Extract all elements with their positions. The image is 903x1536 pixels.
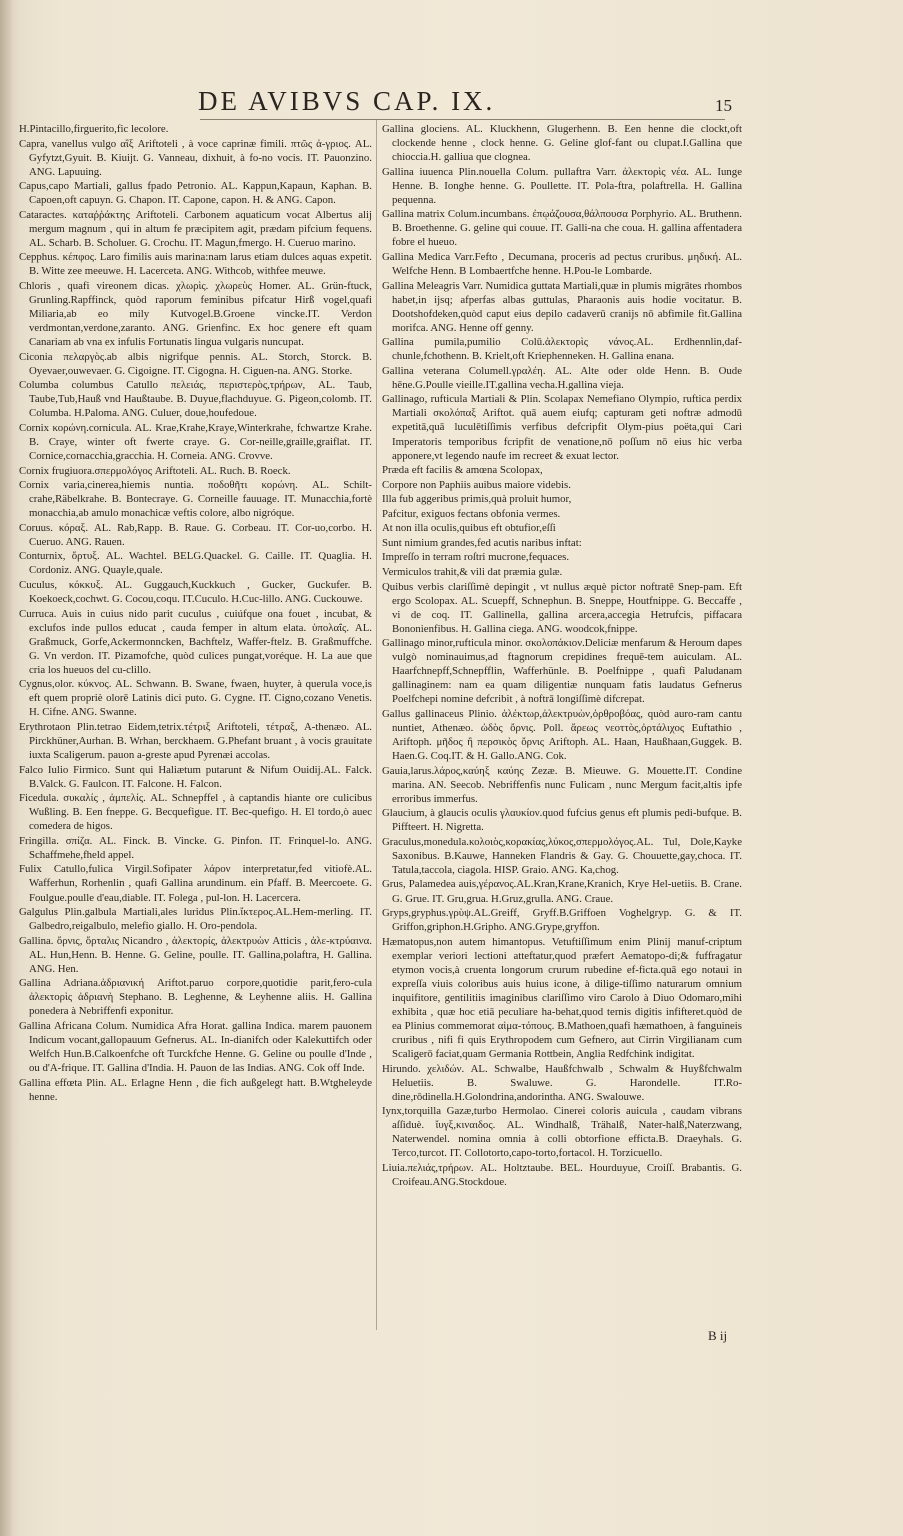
dictionary-entry: Illa fub aggeribus primis,quà proluit humor, bbox=[382, 493, 572, 506]
column-divider bbox=[376, 120, 377, 1330]
dictionary-entry: Gallus gallinaceus Plinio. ἀλέκτωρ,ἀλεκτρυὼν,ὀρθροβόας, quòd auro-ram cantu nuntiet, Athenæo. ὠδὸς ὄρνις. Poll. ἄρεως νεοττὸς,ὀρτάλιχος Euftathio , Ariftoph. μῆδος ἢ περσικὸς ὄρνις Ariftoph. AL. Haan, Haußhaan,Guggek. B. Haen.G. Coq.IT. & H. Gallo.ANG. Cok. bbox=[382, 707, 742, 763]
dictionary-entry: Capus,capo Martiali, gallus fpado Petronio. AL. Kappun,Kapaun, Kaphan. B. Capoen,oft capuyn. G. Chapon. IT. Capone, capon. H. & ANG. Capon. bbox=[19, 180, 372, 207]
right-column bbox=[382, 122, 742, 1347]
dictionary-entry: Grus, Palamedea auis,γέρανος.AL.Kran,Krane,Kranich, Krye Hel-uetiis. B. Crane. G. Grue. IT. Gru,grua. H.Gruz,grulla. ANG. Craue. bbox=[382, 878, 742, 905]
dictionary-entry: Hæmatopus,non autem himantopus. Vetuftiſſimum enim Plinij manuf-criptum exemplar veriori lectioni atteftatur,quod præfert Aematopo-di;& fuffragatur etymon vocis,à cruenta longorum crurum rubedine ef-ficta.quā ego notaui in expreſſa viuis coloribus auis huius icone, à dilige-tiſſimo naturarum omnium inquifitore, gentilitiis imaginibus clariſſimo viro Carolo à Diuo Odomaro,mihi exhibita , quæ hoc etiā peculiare ha-behat,quod ternis digitis infifteret.quòd de ea Plinius commemorat αἱμα-τόπους. B.Mathoen,quafi hæmathoen, à fanguineis cruribus , nifi fi quis Erythropodem cum Gefnero, aut Cirrin Virgilianam cum Scaligerō faciat,quam Germania Rottbein, Anglia Redfchink indigitat. bbox=[382, 935, 742, 1061]
dictionary-entry: Præda eft facilis & amœna Scolopax, bbox=[382, 464, 543, 477]
dictionary-entry: Gallina iuuenca Plin.nouella Colum. pullaftra Varr. ἀλεκτορὶς νέα. AL. Iunge Henne. B. Ionghe henne. G. Poullette. IT. Pola-ftra, polaftrella. H. Gallina pequenna. bbox=[382, 165, 742, 206]
dictionary-entry: Cygnus,olor. κύκνος. AL. Schwann. B. Swane, fwaen, huyter, à querula voce,is eft quem propriè olorē Latinis dici puto. G. Cygne. IT. Cigno,cozano Venetis. H. Cifne. ANG. Swanne. bbox=[19, 678, 372, 719]
dictionary-entry: Corpore non Paphiis auibus maiore videbis. bbox=[382, 478, 571, 491]
dictionary-entry: Gallinago, rufticula Martiali & Plin. Scolapax Nemefiano Olympio, ruftica perdix Martiali σκολόπαξ Ariftot. quā auem eiufq; capturam geti noftræ admodū expetitā,quā luculētiſſimis verfibus defcripfit Olym-pius poëta,qui Cari Imperatoris temporibus fcripfit de venatione,nō poſſum nō eius hic verba apponere,vt legendo naufe im recreet & exuat lector. bbox=[382, 393, 742, 462]
dictionary-entry: Vermiculos trahit,& vili dat præmia gulæ. bbox=[382, 565, 563, 578]
dictionary-entry: Liuia.πελιάς,τρήρων. AL. Holtztaube. BEL. Hourduyue, Croiſſ. Brabantis. G. Croifeau.ANG.Stockdoue. bbox=[382, 1161, 742, 1188]
running-header: DE AVIBVS CAP. IX. bbox=[198, 86, 496, 116]
dictionary-entry: Gallina veterana Columell.γραλέη. AL. Alte oder olde Henn. B. Oude hēne.G.Poulle vieille.IT.gallina vecha.H.gallina vieja. bbox=[382, 364, 742, 391]
dictionary-entry: Fulix Catullo,fulica Virgil.Sofipater λάρον interpretatur,fed vitiofè.AL. Wafferhun, Rorhenlin , quafi Gallina arundinum. ein Pfaff. B. Meercoete. G. Foulgue.poulle d'eau,diable. IT. Folega , pul-lon. H. Lacercera. bbox=[19, 863, 372, 904]
dictionary-entry: Gallinago minor,rufticula minor. σκολοπάκιον.Deliciæ menfarum & Heroum dapes vulgò nominauimus,ad ftagnorum crepidines frequē-tem auiculam. AL. Haarfchnepff,Schnepfflin, Wafferhünle. B. Poelfnippe , quafi Paludanam gallinaginem: nam ea quam diligentiæ nunquam fatis laudatus Gefnerus Poelfchepi nomine defcribit , à noftrā longiſſimè difcrepat. bbox=[382, 637, 742, 706]
dictionary-entry: Gallina Africana Colum. Numidica Afra Horat. gallina Indica. marem pauonem Indicum vocant,gallopauum Gefnerus. AL. In-dianifch oder Kalekuttifch oder Welfch Hun.B.Calkoenfche oft Turckfche Henne. G. Geline ou poulle d'Inde , ou d'A-frique. IT. Gallina d'India. H. Pauon de las Indias. ANG. Cok off Inde. bbox=[19, 1019, 372, 1075]
dictionary-entry: Cepphus. κέπφος. Laro fimilis auis marina:nam larus etiam dulces aquas expetit. B. Witte zee meeuwe. H. Lacerceta. ANG. Withcob, withfee meuwe. bbox=[19, 251, 372, 278]
dictionary-entry: Gryps,gryphus.γρὺψ.AL.Greiff, Gryff.B.Griffoen Voghelgryp. G. & IT. Griffon,griphon.H.Gripho. ANG.Grype,gryffon. bbox=[382, 907, 742, 934]
dictionary-entry: Gallina Meleagris Varr. Numidica guttata Martiali,quæ in plumis migrātes rhombos habet,in ijsq; afperfas albas guttulas, Pharaonis auis hodie vocitatur. B. Dootshofdeken,quòd caput eius depilo cadaverū cranijs nō abfimile fit.Gallina morifca. ANG. Henne off genny. bbox=[382, 279, 742, 334]
binding-gutter bbox=[0, 0, 12, 1536]
dictionary-entry: Cornix κορώνη.cornicula. AL. Krae,Krahe,Kraye,Winterkrahe, fchwartze Krahe. B. Craye, winter oft fwerte craye. G. Cor-neille,graille,graiflat. IT. Cornice,cornacchia,gracchia. H. Corneia. ANG. Crovve. bbox=[19, 421, 372, 463]
dictionary-entry: Coruus. κόραξ. AL. Rab,Rapp. B. Raue. G. Corbeau. IT. Cor-uo,corbo. H. Cueruo. ANG. Rauen. bbox=[19, 521, 372, 548]
dictionary-entry: Curruca. Auis in cuius nido parit cuculus , cuiúfque ona fouet , incubat, & exclufos inde pullos educat , cauda femper in altum elata. ὑπολαΐς. AL. Graßmuck, Gorfe,Ackermonncken, Bachftelz, Waffer-ftelz. B. Graßmuffche. G. Vn verdon. IT. Pizamofche, quòd culices pungat,voréque. H. La aue que cria los hueuos del cu-clillo. bbox=[19, 607, 372, 676]
signature-mark: B ij bbox=[708, 1328, 728, 1343]
dictionary-entry: Sunt nimium grandes,fed acutis naribus inftat: bbox=[382, 536, 582, 549]
dictionary-entry: Cuculus, κόκκυξ. AL. Guggauch,Kuckkuch , Gucker, Guckufer. B. Koekoeck,cochwt. G. Cocou,coqu. IT.Cuculo. H.Cuc-lillo. ANG. Cuckouwe. bbox=[19, 579, 372, 606]
dictionary-entry: Gallina Medica Varr.Fefto , Decumana, proceris ad pectus cruribus. μηδική. AL. Welfche Henn. B Lombaertfche henne. H.Pou-le Lombarde. bbox=[382, 250, 742, 277]
dictionary-entry: Cornix frugiuora.σπερμολόγος Ariftoteli. AL. Ruch. B. Roeck. bbox=[19, 464, 291, 477]
dictionary-entry: Ficedula. συκαλίς , ἀμπελίς. AL. Schnepffel , à captandis hiante ore culicibus Wußling. B. Een fneppe. G. Becquefigue. IT. Bec-quefigo. H. El tordo,ò auec comedera de higos. bbox=[19, 792, 372, 833]
dictionary-entry: Fringilla. σπίζα. AL. Finck. B. Vincke. G. Pinfon. IT. Frinquel-lo. ANG. Schaffmehe,fheld appel. bbox=[19, 834, 372, 861]
dictionary-entry: Impreſſo in terram roſtri mucrone,fequaces. bbox=[382, 551, 570, 564]
dictionary-entry: Erythrotaon Plin.tetrao Eidem,tetrix.τέτριξ Ariftoteli, τέτραξ, A-thenæo. AL. Pirckhüner,Aurhan. B. Wrhan, berckhaem. G.Phefant bruant , à vocis grauitate iuxta Scaligerum. pauon a-greste apud Pyrenæi accolas. bbox=[19, 720, 372, 762]
dictionary-entry: Gallina. ὄρνις, ὄρταλις Nicandro , ἀλεκτορίς, ἀλεκτρυὼν Atticis , ἀλε-κτρύαινα. AL. Hun,Henn. B. Henne. G. Geline, poulle. IT. Gallina,polaftra, H. Gallina. ANG. Hen. bbox=[19, 934, 372, 975]
dictionary-entry: Conturnix, ὄρτυξ. AL. Wachtel. BELG.Quackel. G. Caille. IT. Quaglia. H. Cordoniz. ANG. Quayle,quale. bbox=[19, 550, 372, 577]
dictionary-entry: Galgulus Plin.galbula Martiali,ales luridus Plin.ἴκτερος.AL.Hem-merling. IT. Galbedro,reigalbulo, melefio giallo. H. Oro-pendola. bbox=[19, 906, 372, 933]
dictionary-entry: Cornix varia,cinerea,hiemis nuntia. ποδοθῆτι κορώνη. AL. Schilt-crahe,Räbelkrahe. B. Bontecraye. G. Corneille fauuage. IT. Munacchia,fortè monacchia,ab amulo monachicæ veftis colore, albo nigróque. bbox=[19, 479, 372, 520]
dictionary-entry: Gallina pumila,pumilio Colū.ἀλεκτορὶς νάνος.AL. Erdhennlin,daf-chunle,fchothenn. B. Krielt,oft Kriephenneken. H. Gallina enana. bbox=[382, 336, 742, 363]
dictionary-entry: Quibus verbis clariſſimè depingit , vt nullus æquè pictor noftratē Snep-pam. Eft ergo Scolopax. AL. Scuepff, Schnephun. B. Sneppe, Houtfnippe. G. Beccaffe , vi de coq. IT. Gallinella, gallina arcera,accegia Hetrufcis, piffacara Bononienfibus. H. Gallina ciega. ANG. woodcok,fnippe. bbox=[382, 580, 742, 635]
dictionary-entry: Chloris , quafi vireonem dicas. χλωρὶς. χλωρεὺς Homer. AL. Grün-ftuck, Grunling.Rapffinck, quòd raporum feminibus pifcatur Hirß vogel,quafi Miliaria,ab eo mily Kutvogel.B.Groene vincke.IT. Verdon verdmontan,verdone,zaranto. ANG. Grienfinc. Ex hoc genere eft quam Canariam ab vna ex infulis Fortunatis lingua vulgaris nuncupat. bbox=[19, 280, 372, 349]
dictionary-entry: Cataractes. καταῤῥάκτης Ariftoteli. Carbonem aquaticum vocat Albertus alij mergum magnum , qui in altum fe præcipitem agit, prædam pifcium fequens. AL. Scharb. B. Scholuer. G. Crochu. IT. Magun,fmergo. H. Cueruo marino. bbox=[19, 208, 372, 249]
dictionary-entry: Gallina glociens. AL. Kluckhenn, Glugerhenn. B. Een henne die clockt,oft clockende henne , clock henne. G. Geline glof-fant ou clupat.I.Gallina que chioccia.H. galliua que clognea. bbox=[382, 123, 742, 164]
dictionary-entry: Gallina Adriana.ἀδριανική Ariftot.paruo corpore,quotidie parit,fero-cula ἀλεκτορὶς ἀδριανὴ Stephano. B. Leghenne, & Leyhenne aliis. H. Gallina ponedera à Nebriffenfi exponitur. bbox=[19, 977, 372, 1018]
left-column bbox=[19, 122, 372, 1297]
dictionary-entry: Iynx,torquilla Gazæ,turbo Hermolao. Cinerei coloris auicula , caudam vibrans aſſiduè. ἴυγξ,κιναιδος. AL. Windhalß, Trähalß, Nater-halß,Naterzwang, Naterwendel. nomina omnia à colli obtorfione efficta.B. Draeyhals. G. Terco,turcot. IT. Collotorto,capo-torto,fortacol. H. Torzicuello. bbox=[382, 1105, 742, 1160]
dictionary-entry: Gallina matrix Colum.incumbans. ἐπῳάζουσα,θάλπουσα Porphyrio. AL. Bruthenn. B. Broethenne. G. geline qui couue. IT. Galli-na che coua. H. gallina affentadera fobre el hueuo. bbox=[382, 208, 742, 249]
dictionary-entry: Graculus,monedula.κολοιὸς,κορακίας,λύκος,σπερμολόγος.AL. Tul, Dole,Kayke Saxonibus. B.Kauwe, Hanneken Flandris & Gay. G. Chouuette,gay,choca. IT. Tatula,taccola, ciagola. HISP. Graio. ANG. Ka,chog. bbox=[382, 835, 742, 876]
dictionary-entry: Falco Iulio Firmico. Sunt qui Haliætum putarunt & Nifum Ouidij.AL. Falck. B.Valck. G. Faulcon. IT. Falcone. H. Falcon. bbox=[19, 763, 372, 790]
dictionary-entry: At non illa oculis,quibus eft obtufior,eſſi bbox=[382, 522, 556, 535]
dictionary-entry: Glaucium, à glaucis oculis γλαυκίον.quod fufcius genus eft plumis pedi-bufque. B. Piffteert. H. Nigretta. bbox=[382, 807, 742, 834]
dictionary-entry: Ciconia πελαργὸς.ab albis nigrifque pennis. AL. Storch, Storck. B. Oyevaer,ouwevaer. G. Cigoigne. IT. Cigogna. H. Ciguen-na. ANG. Storke. bbox=[19, 350, 372, 377]
dictionary-entry: Gauia,larus.λάρος,καύηξ καύης Zezæ. B. Mieuwe. G. Mouette.IT. Condine marina. AN. Seecob. Nebriffenfis nunc Fulicam , nunc Mergum facit,altis ipfe erroribus immerfus. bbox=[382, 764, 742, 805]
dictionary-entry: Gallina effœta Plin. AL. Erlagne Henn , die fich außgelegt hatt. B.Wtgheleyde henne. bbox=[19, 1076, 372, 1103]
dictionary-entry: Pafcitur, exiguos fectans obfonia vermes. bbox=[382, 507, 561, 520]
dictionary-entry: Hirundo. χελιδών. AL. Schwalbe, Haußfchwalb , Schwalm & Huyßfchwalm Heluetiis. B. Swaluwe. G. Harondelle. IT.Ro-dine,rōdinella.H.Golondrina,andorintha. ANG. Swalouwe. bbox=[382, 1062, 742, 1103]
header-rule bbox=[200, 119, 725, 120]
dictionary-entry: H.Pintacillo,firguerito,fic lecolore. bbox=[19, 123, 169, 135]
dictionary-entry: Columba columbus Catullo πελειάς, περιστερὸς,τρήρων, AL. Taub, Taube,Tub,Hauß vnd Haußtaube. B. Duyue,flachduyue. G. Pigeon,colomb. IT. Columba. H.Paloma. ANG. Culuer, doue,houfedoue. bbox=[19, 379, 372, 420]
page-number: 15 bbox=[715, 96, 732, 115]
dictionary-entry: Capra, vanellus vulgo αἲξ Ariftoteli , à voce caprinæ fimili. πτῶς ἀ-γριος. AL. Gyfytzt,Gyuit. B. Kiuijt. G. Vanneau, dixhuit, à fo-no vocis. IT. Pauonzino. ANG. Lapuuing. bbox=[19, 137, 372, 178]
